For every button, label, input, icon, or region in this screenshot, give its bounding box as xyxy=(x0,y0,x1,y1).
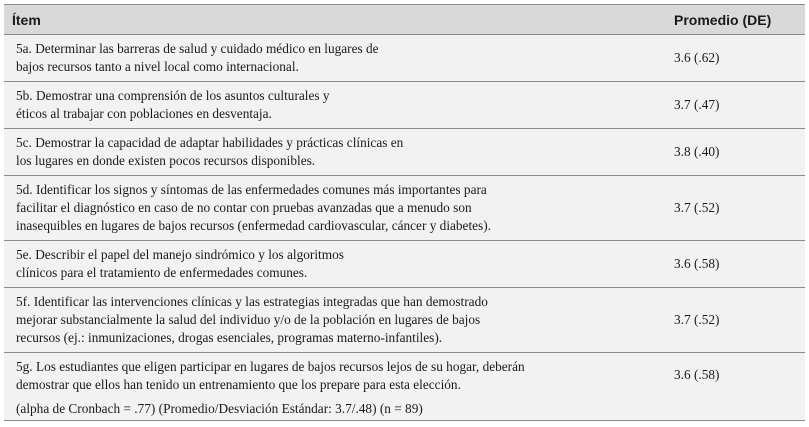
table-header xyxy=(4,5,805,35)
item-line: bajos recursos tanto a nivel local como internacional. xyxy=(16,59,299,74)
mean-value: 3.7 (.52) xyxy=(674,200,720,215)
item-line: 5c. Demostrar la capacidad de adaptar habilidades y prácticas clínicas en xyxy=(16,135,404,150)
item-line: 5e. Describir el papel del manejo sindrómico y los algoritmos xyxy=(16,247,344,262)
mean-value: 3.7 (.52) xyxy=(674,312,720,327)
item-line: éticos al trabajar con poblaciones en desventaja. xyxy=(16,106,272,121)
mean-value: 3.6 (.58) xyxy=(674,256,720,271)
item-line: 5d. Identificar los signos y síntomas de las enfermedades comunes más importantes para xyxy=(16,182,487,197)
item-text xyxy=(4,129,667,175)
item-line: 5g. Los estudiantes que eligen participar en lugares de bajos recursos lejos de su hogar, deberán xyxy=(16,359,525,374)
header-mean: Promedio (DE) xyxy=(674,11,772,28)
item-line: clínicos para el tratamiento de enfermedades comunes. xyxy=(16,265,308,280)
table-row xyxy=(4,82,805,129)
item-line: los lugares en donde existen pocos recursos disponibles. xyxy=(16,153,316,168)
item-line: mejorar substancialmente la salud del individuo y/o de la población en lugares de bajos xyxy=(16,312,481,327)
item-line: 5a. Determinar las barreras de salud y cuidado médico en lugares de xyxy=(16,41,379,56)
item-text xyxy=(4,241,667,287)
table-row xyxy=(4,353,805,421)
mean-value: 3.7 (.47) xyxy=(674,97,720,112)
table-row xyxy=(4,176,805,241)
item-text xyxy=(4,353,667,420)
item-text xyxy=(4,176,667,240)
mean-value: 3.8 (.40) xyxy=(674,144,720,159)
item-text xyxy=(4,288,667,352)
item-line: recursos (ej.: inmunizaciones, drogas esenciales, programas materno-infantiles). xyxy=(16,330,443,345)
item-text xyxy=(4,82,667,128)
table-note: (alpha de Cronbach = .77) (Promedio/Desviación Estándar: 3.7/.48) (n = 89) xyxy=(16,401,423,416)
table-row xyxy=(4,241,805,288)
table-row xyxy=(4,129,805,176)
item-line: 5b. Demostrar una comprensión de los asuntos culturales y xyxy=(16,88,330,103)
item-line: inasequibles en lugares de bajos recursos (enfermedad cardiovascular, cáncer y diabetes). xyxy=(16,218,491,233)
table-row xyxy=(4,288,805,353)
header-item: Ítem xyxy=(12,11,41,28)
item-line: 5f. Identificar las intervenciones clínicas y las estrategias integradas que han demostrado xyxy=(16,294,488,309)
mean-value: 3.6 (.62) xyxy=(674,50,720,65)
table-row xyxy=(4,35,805,82)
survey-table xyxy=(4,4,805,421)
item-line: facilitar el diagnóstico en caso de no contar con pruebas avanzadas que a menudo son xyxy=(16,200,472,215)
item-text xyxy=(4,35,667,81)
mean-value: 3.6 (.58) xyxy=(674,367,720,382)
item-line: demostrar que ellos han tenido un entrenamiento que los prepare para esta elección. xyxy=(16,377,461,392)
